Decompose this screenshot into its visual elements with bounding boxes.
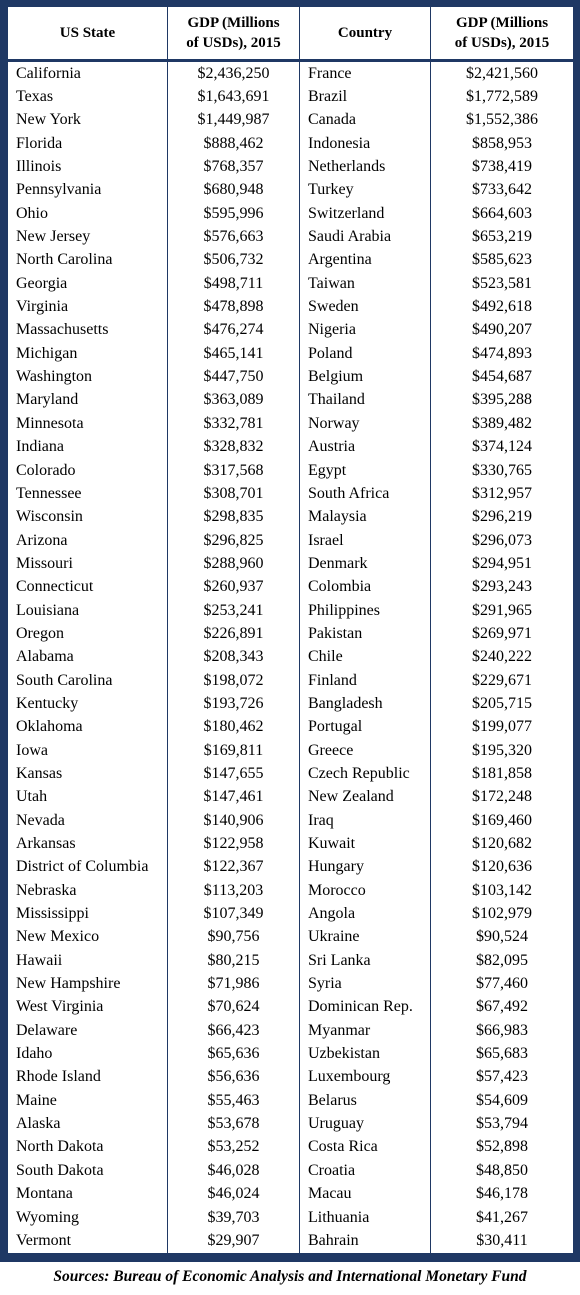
- cell-state-gdp: $90,756: [168, 926, 300, 949]
- table-row: [8, 832, 574, 855]
- table-row: [8, 972, 574, 995]
- cell-country-gdp: $169,460: [431, 809, 574, 832]
- cell-us-state: South Dakota: [8, 1159, 168, 1182]
- cell-state-gdp: $298,835: [168, 506, 300, 529]
- cell-us-state: Utah: [8, 786, 168, 809]
- table-row: [8, 949, 574, 972]
- cell-country: South Africa: [300, 482, 431, 505]
- cell-us-state: Louisiana: [8, 599, 168, 622]
- cell-us-state: Ohio: [8, 202, 168, 225]
- cell-state-gdp: $260,937: [168, 576, 300, 599]
- cell-country: Norway: [300, 412, 431, 435]
- cell-country: Ukraine: [300, 926, 431, 949]
- cell-state-gdp: $169,811: [168, 739, 300, 762]
- table-row: [8, 365, 574, 388]
- cell-us-state: Kansas: [8, 762, 168, 785]
- cell-us-state: New York: [8, 109, 168, 132]
- table-row: [8, 1229, 574, 1253]
- cell-state-gdp: $498,711: [168, 272, 300, 295]
- cell-country: France: [300, 61, 431, 86]
- header-country-gdp-line1: GDP (Millions: [455, 15, 549, 31]
- table-row: [8, 61, 574, 86]
- cell-state-gdp: $296,825: [168, 529, 300, 552]
- table-row: [8, 1042, 574, 1065]
- table-row: [8, 1206, 574, 1229]
- cell-state-gdp: $1,643,691: [168, 85, 300, 108]
- cell-us-state: Rhode Island: [8, 1066, 168, 1089]
- cell-country-gdp: $738,419: [431, 155, 574, 178]
- cell-us-state: Oklahoma: [8, 716, 168, 739]
- cell-country: Greece: [300, 739, 431, 762]
- table-row: [8, 342, 574, 365]
- cell-us-state: Mississippi: [8, 902, 168, 925]
- cell-country-gdp: $1,552,386: [431, 109, 574, 132]
- cell-country: Uzbekistan: [300, 1042, 431, 1065]
- cell-country-gdp: $585,623: [431, 249, 574, 272]
- cell-country-gdp: $330,765: [431, 459, 574, 482]
- table-row: [8, 1019, 574, 1042]
- cell-state-gdp: $198,072: [168, 669, 300, 692]
- cell-us-state: Alabama: [8, 646, 168, 669]
- cell-state-gdp: $226,891: [168, 622, 300, 645]
- cell-state-gdp: $576,663: [168, 225, 300, 248]
- cell-country-gdp: $492,618: [431, 295, 574, 318]
- source-note: Sources: Bureau of Economic Analysis and International Monetary Fund: [53, 1268, 527, 1285]
- cell-state-gdp: $147,461: [168, 786, 300, 809]
- cell-state-gdp: $363,089: [168, 389, 300, 412]
- cell-country-gdp: $296,073: [431, 529, 574, 552]
- cell-country-gdp: $90,524: [431, 926, 574, 949]
- cell-country-gdp: $57,423: [431, 1066, 574, 1089]
- cell-country: Sweden: [300, 295, 431, 318]
- cell-us-state: North Dakota: [8, 1136, 168, 1159]
- cell-us-state: California: [8, 61, 168, 86]
- cell-us-state: Michigan: [8, 342, 168, 365]
- cell-country-gdp: $1,772,589: [431, 85, 574, 108]
- table-row: [8, 249, 574, 272]
- cell-us-state: Pennsylvania: [8, 179, 168, 202]
- header-country-gdp-line2: of USDs), 2015: [454, 35, 550, 51]
- cell-state-gdp: $768,357: [168, 155, 300, 178]
- cell-country-gdp: $858,953: [431, 132, 574, 155]
- cell-us-state: Illinois: [8, 155, 168, 178]
- cell-state-gdp: $46,024: [168, 1183, 300, 1206]
- cell-country: Egypt: [300, 459, 431, 482]
- cell-us-state: Montana: [8, 1183, 168, 1206]
- cell-country: Thailand: [300, 389, 431, 412]
- cell-country: Finland: [300, 669, 431, 692]
- table-row: [8, 809, 574, 832]
- gdp-comparison-table: [7, 7, 574, 1253]
- table-row: [8, 762, 574, 785]
- table-row: [8, 155, 574, 178]
- cell-state-gdp: $147,655: [168, 762, 300, 785]
- table-row: [8, 692, 574, 715]
- cell-us-state: North Carolina: [8, 249, 168, 272]
- cell-state-gdp: $253,241: [168, 599, 300, 622]
- cell-country: Turkey: [300, 179, 431, 202]
- cell-state-gdp: $595,996: [168, 202, 300, 225]
- cell-country: Bahrain: [300, 1229, 431, 1253]
- table-row: [8, 459, 574, 482]
- cell-country: Angola: [300, 902, 431, 925]
- cell-country-gdp: $240,222: [431, 646, 574, 669]
- table-row: [8, 1066, 574, 1089]
- header-country: Country: [300, 7, 431, 61]
- cell-country: Netherlands: [300, 155, 431, 178]
- table-row: [8, 552, 574, 575]
- cell-us-state: District of Columbia: [8, 856, 168, 879]
- cell-state-gdp: $447,750: [168, 365, 300, 388]
- table-row: [8, 1089, 574, 1112]
- cell-state-gdp: $80,215: [168, 949, 300, 972]
- cell-country-gdp: $66,983: [431, 1019, 574, 1042]
- cell-state-gdp: $288,960: [168, 552, 300, 575]
- cell-us-state: Connecticut: [8, 576, 168, 599]
- cell-state-gdp: $193,726: [168, 692, 300, 715]
- cell-state-gdp: $888,462: [168, 132, 300, 155]
- cell-country-gdp: $67,492: [431, 996, 574, 1019]
- cell-country-gdp: $54,609: [431, 1089, 574, 1112]
- cell-country-gdp: $664,603: [431, 202, 574, 225]
- cell-state-gdp: $140,906: [168, 809, 300, 832]
- cell-state-gdp: $71,986: [168, 972, 300, 995]
- header-state-gdp: [168, 7, 300, 61]
- cell-us-state: Virginia: [8, 295, 168, 318]
- cell-us-state: West Virginia: [8, 996, 168, 1019]
- cell-country-gdp: $474,893: [431, 342, 574, 365]
- cell-country-gdp: $30,411: [431, 1229, 574, 1253]
- cell-country-gdp: $389,482: [431, 412, 574, 435]
- cell-us-state: Wyoming: [8, 1206, 168, 1229]
- cell-country: Pakistan: [300, 622, 431, 645]
- cell-country-gdp: $490,207: [431, 319, 574, 342]
- header-state-gdp-line1: GDP (Millions: [187, 15, 280, 31]
- cell-country: Denmark: [300, 552, 431, 575]
- cell-us-state: Alaska: [8, 1112, 168, 1135]
- cell-country-gdp: $48,850: [431, 1159, 574, 1182]
- cell-country: Austria: [300, 436, 431, 459]
- cell-us-state: Arizona: [8, 529, 168, 552]
- cell-us-state: Idaho: [8, 1042, 168, 1065]
- table-row: [8, 1159, 574, 1182]
- cell-state-gdp: $465,141: [168, 342, 300, 365]
- cell-state-gdp: $332,781: [168, 412, 300, 435]
- cell-us-state: Maine: [8, 1089, 168, 1112]
- cell-country: Sri Lanka: [300, 949, 431, 972]
- cell-state-gdp: $478,898: [168, 295, 300, 318]
- cell-us-state: Vermont: [8, 1229, 168, 1253]
- cell-country-gdp: $293,243: [431, 576, 574, 599]
- cell-country-gdp: $199,077: [431, 716, 574, 739]
- table-row: [8, 436, 574, 459]
- cell-us-state: Hawaii: [8, 949, 168, 972]
- cell-country-gdp: $296,219: [431, 506, 574, 529]
- cell-country: Chile: [300, 646, 431, 669]
- cell-country: Macau: [300, 1183, 431, 1206]
- table-row: [8, 202, 574, 225]
- cell-us-state: Florida: [8, 132, 168, 155]
- cell-country-gdp: $312,957: [431, 482, 574, 505]
- cell-us-state: Kentucky: [8, 692, 168, 715]
- cell-country-gdp: $65,683: [431, 1042, 574, 1065]
- cell-country-gdp: $395,288: [431, 389, 574, 412]
- table-row: [8, 622, 574, 645]
- cell-state-gdp: $113,203: [168, 879, 300, 902]
- cell-country-gdp: $733,642: [431, 179, 574, 202]
- cell-country: Iraq: [300, 809, 431, 832]
- cell-state-gdp: $55,463: [168, 1089, 300, 1112]
- cell-country: Lithuania: [300, 1206, 431, 1229]
- cell-country-gdp: $52,898: [431, 1136, 574, 1159]
- cell-country: Portugal: [300, 716, 431, 739]
- cell-country: Kuwait: [300, 832, 431, 855]
- table-row: [8, 646, 574, 669]
- cell-country: Philippines: [300, 599, 431, 622]
- cell-country-gdp: $291,965: [431, 599, 574, 622]
- table-row: [8, 879, 574, 902]
- table-row: [8, 132, 574, 155]
- table-row: [8, 1136, 574, 1159]
- cell-state-gdp: $66,423: [168, 1019, 300, 1042]
- cell-state-gdp: $476,274: [168, 319, 300, 342]
- cell-state-gdp: $39,703: [168, 1206, 300, 1229]
- table-row: [8, 669, 574, 692]
- cell-us-state: New Jersey: [8, 225, 168, 248]
- cell-country-gdp: $374,124: [431, 436, 574, 459]
- cell-country-gdp: $41,267: [431, 1206, 574, 1229]
- header-us-state: US State: [8, 7, 168, 61]
- cell-country-gdp: $229,671: [431, 669, 574, 692]
- cell-state-gdp: $122,958: [168, 832, 300, 855]
- cell-country: Myanmar: [300, 1019, 431, 1042]
- header-country-gdp: [431, 7, 574, 61]
- cell-country-gdp: $120,682: [431, 832, 574, 855]
- cell-country-gdp: $77,460: [431, 972, 574, 995]
- table-row: [8, 295, 574, 318]
- table-row: [8, 576, 574, 599]
- cell-state-gdp: $208,343: [168, 646, 300, 669]
- cell-state-gdp: $308,701: [168, 482, 300, 505]
- table-row: [8, 996, 574, 1019]
- table-row: [8, 739, 574, 762]
- table-header-row: [8, 7, 574, 61]
- table-row: [8, 85, 574, 108]
- cell-us-state: Maryland: [8, 389, 168, 412]
- cell-state-gdp: $180,462: [168, 716, 300, 739]
- cell-country: Uruguay: [300, 1112, 431, 1135]
- cell-country: Saudi Arabia: [300, 225, 431, 248]
- table-row: [8, 599, 574, 622]
- cell-country-gdp: $454,687: [431, 365, 574, 388]
- cell-country: New Zealand: [300, 786, 431, 809]
- table-row: [8, 412, 574, 435]
- cell-state-gdp: $107,349: [168, 902, 300, 925]
- cell-country: Malaysia: [300, 506, 431, 529]
- cell-country-gdp: $269,971: [431, 622, 574, 645]
- cell-us-state: Texas: [8, 85, 168, 108]
- cell-us-state: New Mexico: [8, 926, 168, 949]
- cell-country-gdp: $205,715: [431, 692, 574, 715]
- cell-state-gdp: $317,568: [168, 459, 300, 482]
- cell-country: Morocco: [300, 879, 431, 902]
- cell-country: Hungary: [300, 856, 431, 879]
- table-row: [8, 272, 574, 295]
- table-row: [8, 856, 574, 879]
- cell-us-state: Nevada: [8, 809, 168, 832]
- cell-state-gdp: $53,678: [168, 1112, 300, 1135]
- table-row: [8, 482, 574, 505]
- cell-country: Canada: [300, 109, 431, 132]
- cell-state-gdp: $46,028: [168, 1159, 300, 1182]
- cell-state-gdp: $680,948: [168, 179, 300, 202]
- table-row: [8, 225, 574, 248]
- cell-country: Syria: [300, 972, 431, 995]
- cell-us-state: New Hampshire: [8, 972, 168, 995]
- cell-country: Argentina: [300, 249, 431, 272]
- cell-country-gdp: $82,095: [431, 949, 574, 972]
- cell-state-gdp: $506,732: [168, 249, 300, 272]
- cell-us-state: Iowa: [8, 739, 168, 762]
- cell-us-state: Colorado: [8, 459, 168, 482]
- table-row: [8, 902, 574, 925]
- cell-country-gdp: $172,248: [431, 786, 574, 809]
- table-row: [8, 179, 574, 202]
- cell-country-gdp: $523,581: [431, 272, 574, 295]
- cell-us-state: Nebraska: [8, 879, 168, 902]
- cell-country: Nigeria: [300, 319, 431, 342]
- cell-state-gdp: $56,636: [168, 1066, 300, 1089]
- table-row: [8, 1183, 574, 1206]
- cell-state-gdp: $53,252: [168, 1136, 300, 1159]
- cell-country-gdp: $120,636: [431, 856, 574, 879]
- cell-state-gdp: $29,907: [168, 1229, 300, 1253]
- header-state-gdp-line2: of USDs), 2015: [186, 35, 281, 51]
- table-body: [8, 61, 574, 1254]
- cell-state-gdp: $1,449,987: [168, 109, 300, 132]
- cell-country-gdp: $2,421,560: [431, 61, 574, 86]
- cell-country-gdp: $653,219: [431, 225, 574, 248]
- cell-country: Switzerland: [300, 202, 431, 225]
- table-row: [8, 716, 574, 739]
- table-row: [8, 506, 574, 529]
- cell-us-state: Oregon: [8, 622, 168, 645]
- cell-us-state: Arkansas: [8, 832, 168, 855]
- cell-state-gdp: $122,367: [168, 856, 300, 879]
- cell-country: Croatia: [300, 1159, 431, 1182]
- cell-us-state: Wisconsin: [8, 506, 168, 529]
- cell-country: Luxembourg: [300, 1066, 431, 1089]
- cell-country: Belgium: [300, 365, 431, 388]
- table-row: [8, 1112, 574, 1135]
- cell-state-gdp: $2,436,250: [168, 61, 300, 86]
- cell-us-state: Indiana: [8, 436, 168, 459]
- cell-country-gdp: $181,858: [431, 762, 574, 785]
- cell-country-gdp: $46,178: [431, 1183, 574, 1206]
- cell-state-gdp: $70,624: [168, 996, 300, 1019]
- cell-country-gdp: $102,979: [431, 902, 574, 925]
- cell-country-gdp: $103,142: [431, 879, 574, 902]
- table-row: [8, 926, 574, 949]
- cell-state-gdp: $65,636: [168, 1042, 300, 1065]
- cell-country: Bangladesh: [300, 692, 431, 715]
- table-row: [8, 319, 574, 342]
- table-row: [8, 529, 574, 552]
- cell-country: Taiwan: [300, 272, 431, 295]
- cell-us-state: Minnesota: [8, 412, 168, 435]
- cell-us-state: South Carolina: [8, 669, 168, 692]
- cell-country: Colombia: [300, 576, 431, 599]
- cell-country: Costa Rica: [300, 1136, 431, 1159]
- table-row: [8, 389, 574, 412]
- cell-us-state: Missouri: [8, 552, 168, 575]
- cell-us-state: Delaware: [8, 1019, 168, 1042]
- cell-state-gdp: $328,832: [168, 436, 300, 459]
- cell-country: Poland: [300, 342, 431, 365]
- cell-country: Dominican Rep.: [300, 996, 431, 1019]
- table-row: [8, 109, 574, 132]
- cell-country: Israel: [300, 529, 431, 552]
- cell-us-state: Tennessee: [8, 482, 168, 505]
- cell-us-state: Washington: [8, 365, 168, 388]
- cell-country: Brazil: [300, 85, 431, 108]
- cell-country: Belarus: [300, 1089, 431, 1112]
- cell-country-gdp: $195,320: [431, 739, 574, 762]
- cell-us-state: Massachusetts: [8, 319, 168, 342]
- cell-country-gdp: $53,794: [431, 1112, 574, 1135]
- table-row: [8, 786, 574, 809]
- cell-us-state: Georgia: [8, 272, 168, 295]
- cell-country: Czech Republic: [300, 762, 431, 785]
- cell-country: Indonesia: [300, 132, 431, 155]
- cell-country-gdp: $294,951: [431, 552, 574, 575]
